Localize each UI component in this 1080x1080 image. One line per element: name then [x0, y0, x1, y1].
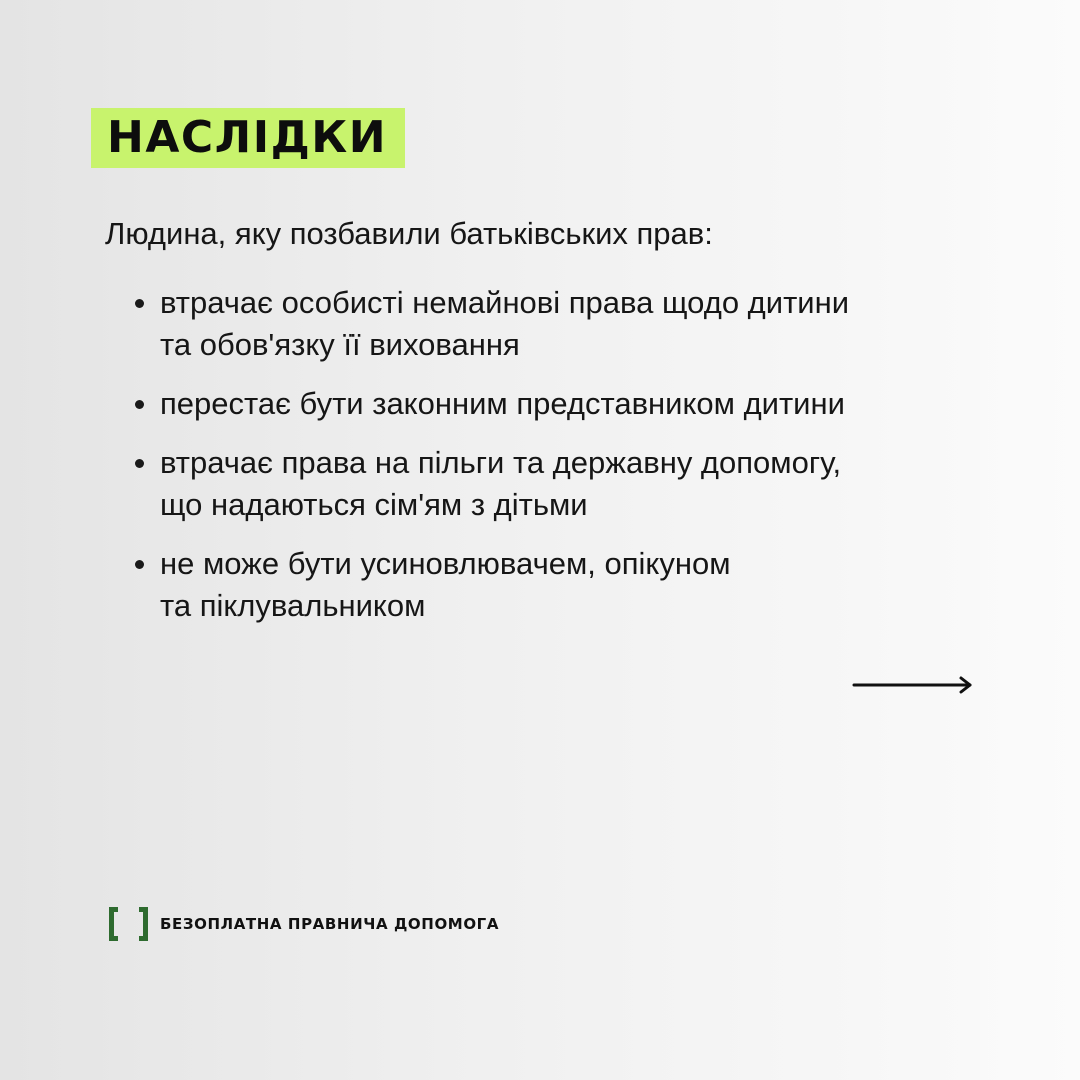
arrow-right-icon[interactable]: [852, 673, 974, 697]
list-item: [132, 442, 849, 526]
bullet-dot-icon: [135, 299, 144, 308]
page-title: НАСЛІДКИ: [107, 112, 388, 163]
brackets-logo-icon: [107, 905, 150, 943]
bullet-dot-icon: [135, 560, 144, 569]
brand-logo: [107, 905, 499, 943]
list-item: [132, 383, 849, 425]
list-item-line: не може бути усиновлювачем, опікуном: [160, 546, 731, 581]
list-item-line: перестає бути законним представником дитини: [160, 386, 845, 421]
list-item: [132, 282, 849, 366]
bullet-dot-icon: [135, 400, 144, 409]
list-item-line: втрачає права на пільги та державну допомогу,: [160, 445, 842, 480]
list-item-line: та піклувальником: [160, 588, 426, 623]
consequences-list: [132, 282, 849, 644]
list-item-line: та обов'язку її виховання: [160, 327, 520, 362]
intro-text: Людина, яку позбавили батьківських прав:: [105, 216, 713, 251]
title-highlight: [91, 108, 405, 168]
list-item-line: втрачає особисті немайнові права щодо дитини: [160, 285, 850, 320]
list-item-line: що надаються сім'ям з дітьми: [160, 487, 588, 522]
bullet-dot-icon: [135, 459, 144, 468]
list-item: [132, 543, 849, 627]
logo-text: БЕЗОПЛАТНА ПРАВНИЧА ДОПОМОГА: [160, 915, 500, 933]
